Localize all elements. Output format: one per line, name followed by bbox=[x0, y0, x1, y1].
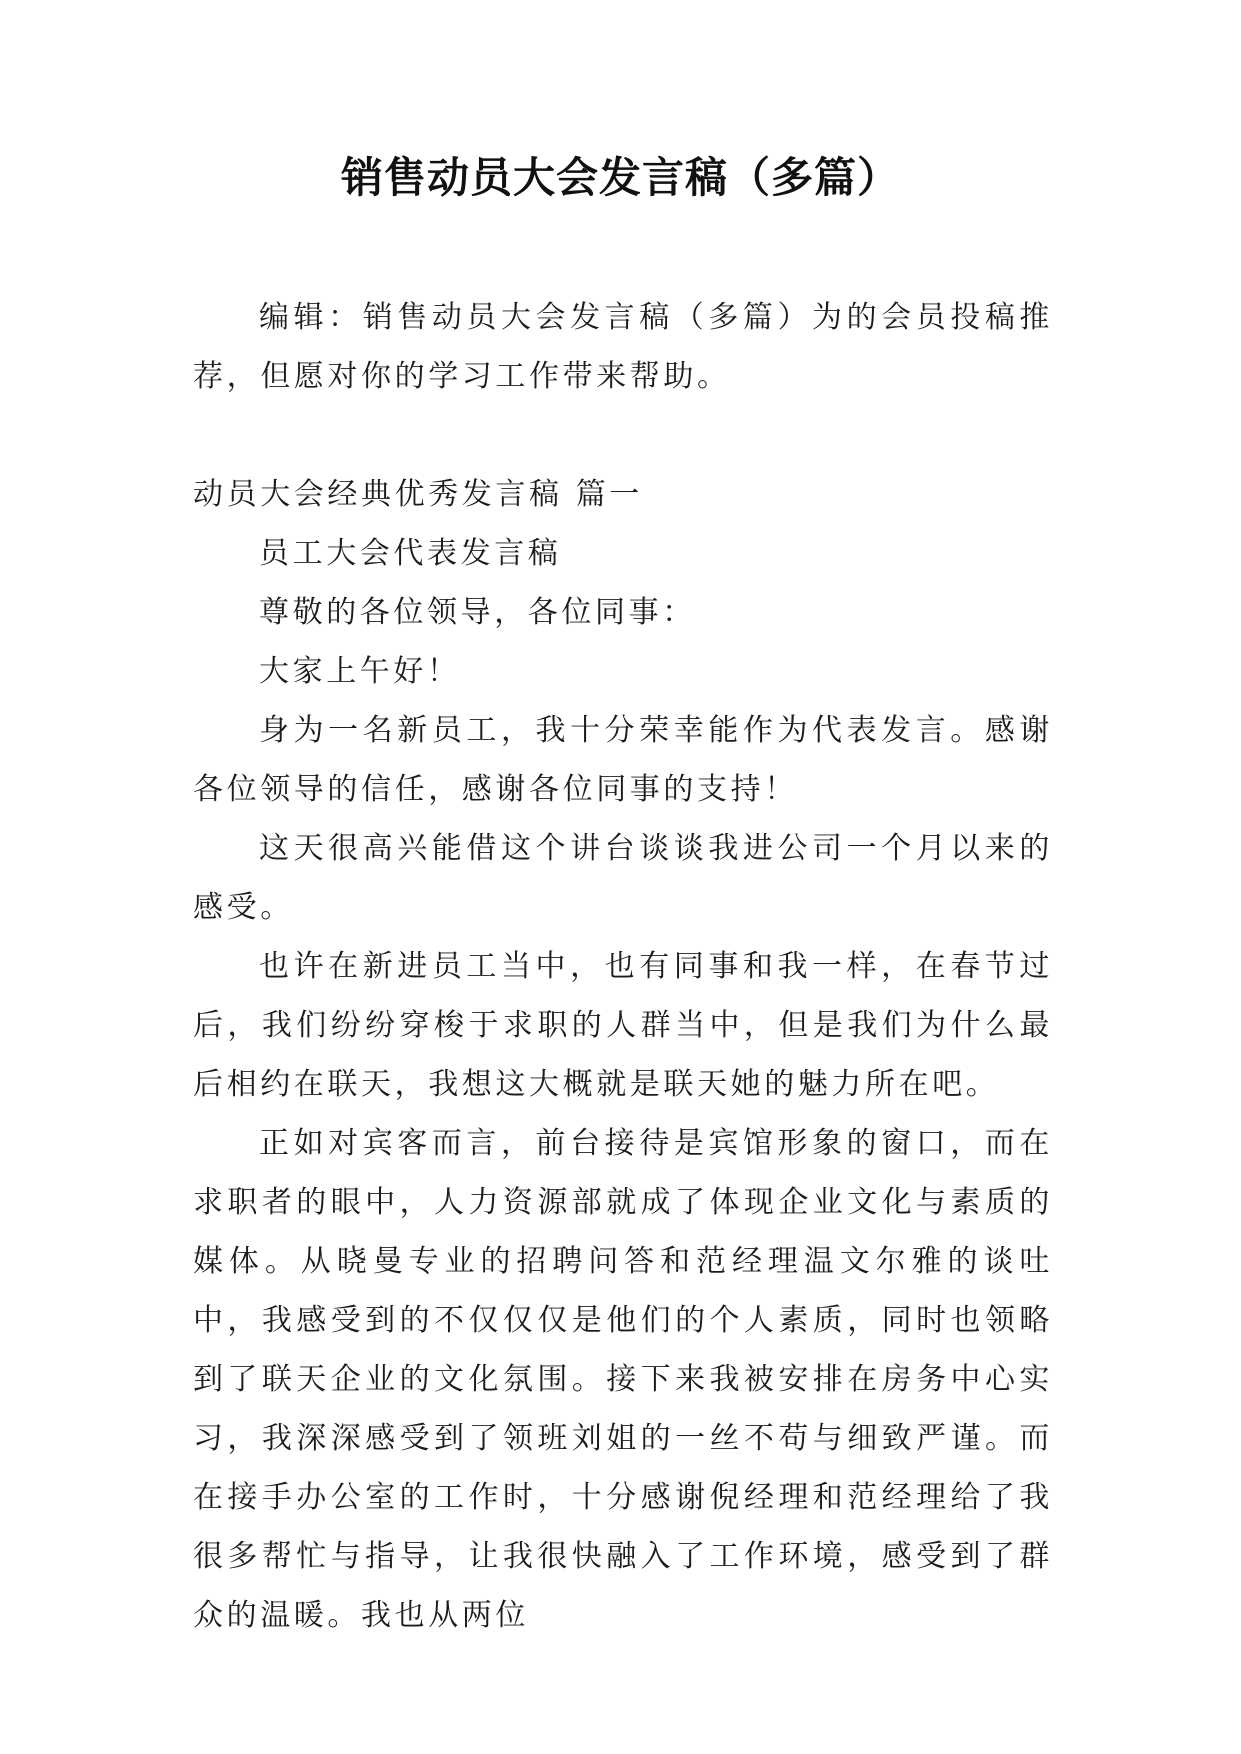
section-heading: 动员大会经典优秀发言稿 篇一 bbox=[193, 477, 643, 512]
salutation-paragraph: 尊敬的各位领导，各位同事： bbox=[259, 595, 696, 630]
greeting-paragraph: 大家上午好！ bbox=[259, 654, 461, 689]
document-title: 销售动员大会发言稿（多篇） bbox=[340, 153, 900, 202]
document-body bbox=[193, 288, 1053, 1645]
paragraph-gap bbox=[193, 406, 1053, 465]
body-paragraph: 也许在新进员工当中，也有同事和我一样，在春节过后，我们纷纷穿梭于求职的人群当中，但是我们为什么最后相约在联天，我想这大概就是联天她的魅力所在吧。 bbox=[193, 949, 1053, 1102]
body-paragraph: 正如对宾客而言，前台接待是宾馆形象的窗口，而在求职者的眼中，人力资源部就成了体现企业文化与素质的媒体。从晓曼专业的招聘问答和范经理温文尔雅的谈吐中，我感受到的不仅仅仅是他们的个人素质，同时也领略到了联天企业的文化氛围。接下来我被安排在房务中心实习，我深深感受到了领班刘姐的一丝不苟与细致严谨。而在接手办公室的工作时，十分感谢倪经理和范经理给了我很多帮忙与指导，让我很快融入了工作环境，感受到了群众的温暖。我也从两位 bbox=[193, 1126, 1053, 1633]
intro-paragraph: 编辑：销售动员大会发言稿（多篇）为的会员投稿推荐，但愿对你的学习工作带来帮助。 bbox=[193, 300, 1053, 394]
body-paragraph: 身为一名新员工，我十分荣幸能作为代表发言。感谢各位领导的信任，感谢各位同事的支持！ bbox=[193, 713, 1053, 807]
body-paragraph: 这天很高兴能借这个讲台谈谈我进公司一个月以来的感受。 bbox=[193, 831, 1053, 925]
speech-title-paragraph: 员工大会代表发言稿 bbox=[259, 536, 562, 571]
